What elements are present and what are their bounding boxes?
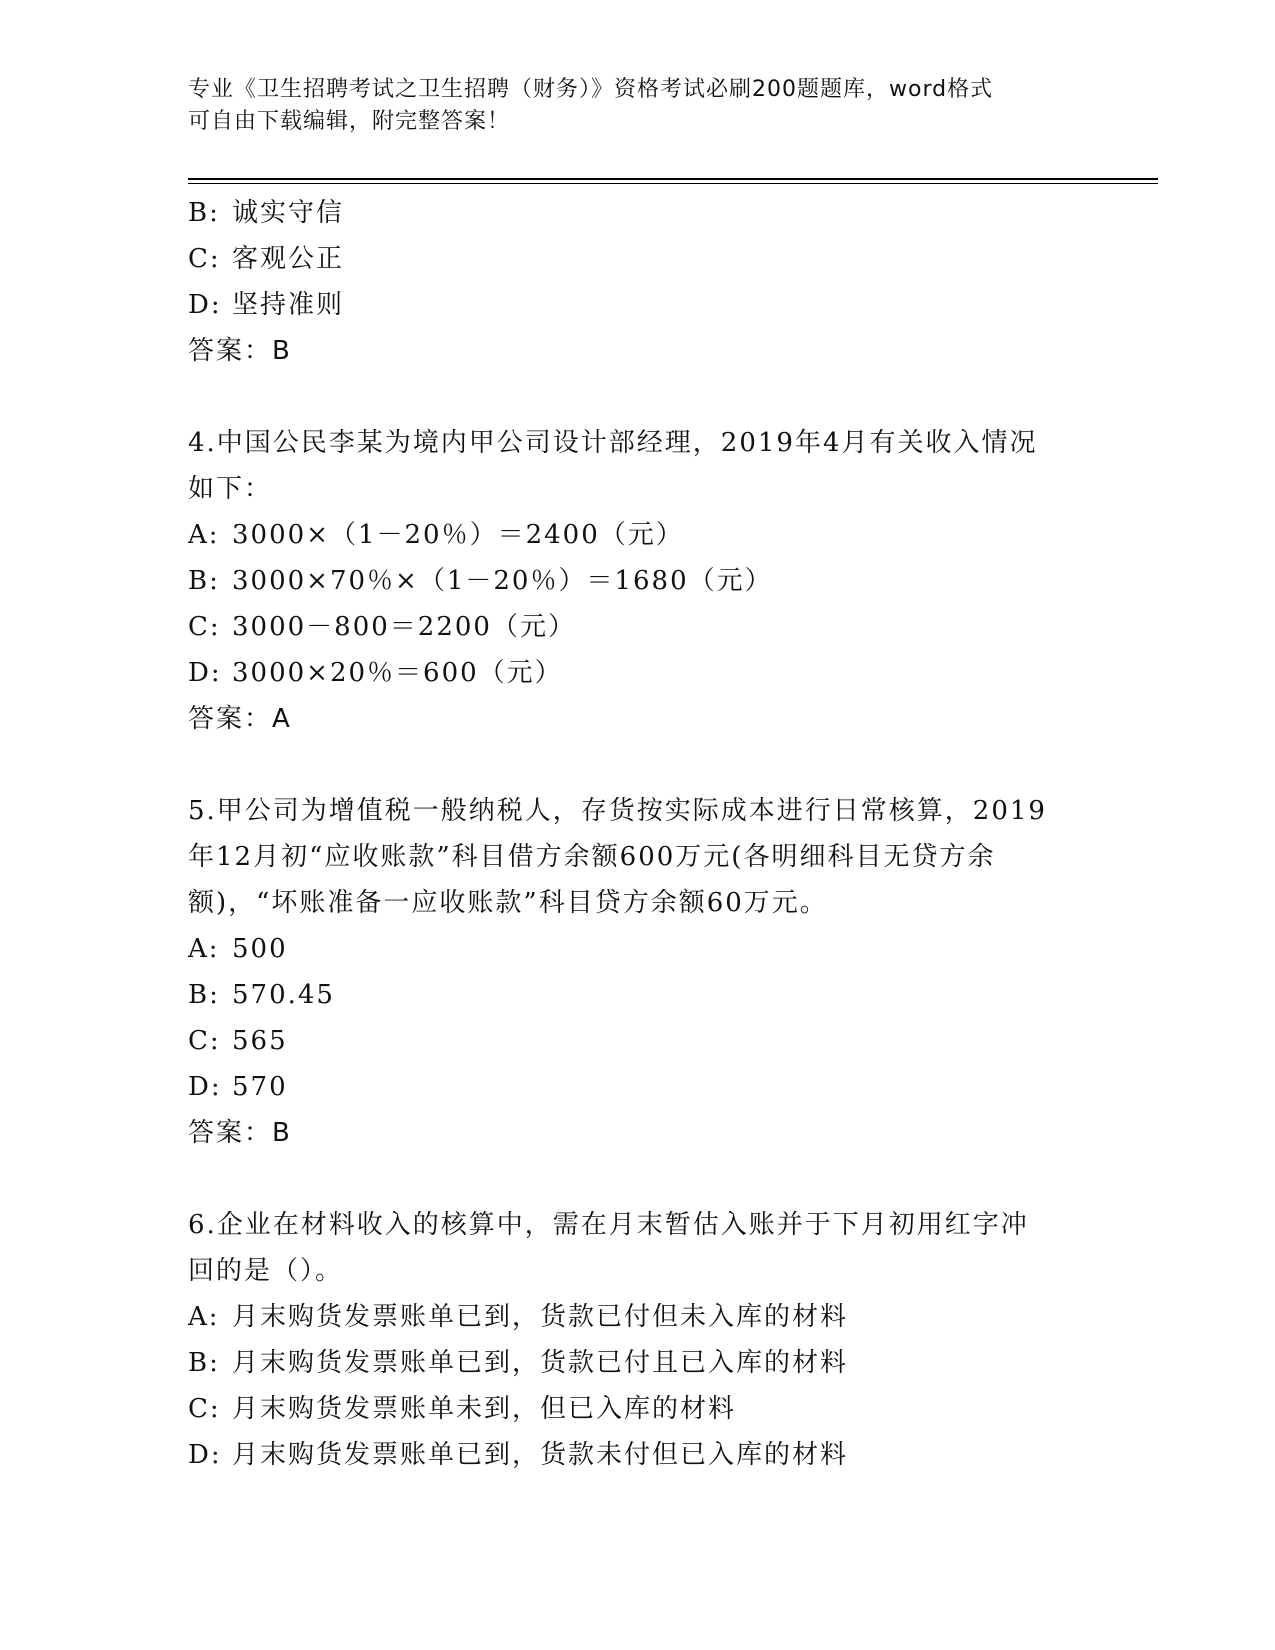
option-b <box>188 1340 1088 1386</box>
option-text: 565 <box>232 1026 288 1056</box>
option-b <box>188 558 1088 604</box>
option-key: D: <box>188 290 222 320</box>
option-key: B: <box>188 1348 220 1378</box>
option-text: 坚持准则 <box>232 290 345 320</box>
option-key: C: <box>188 1394 221 1424</box>
question-5 <box>188 788 1088 1156</box>
option-text: 月末购货发票账单已到，货款未付但已入库的材料 <box>232 1440 849 1470</box>
option-key: C: <box>188 244 221 274</box>
option-text: 3000－800＝2200（元） <box>232 612 576 642</box>
option-c <box>188 1386 1088 1432</box>
question-3 <box>188 190 1088 374</box>
option-d <box>188 1064 1088 1110</box>
option-key: C: <box>188 612 221 642</box>
option-key: D: <box>188 658 222 688</box>
answer: 答案：B <box>188 1118 292 1148</box>
header-rule-thick <box>188 178 1158 180</box>
question-stem: 5.甲公司为增值税一般纳税人，存货按实际成本进行日常核算，2019 <box>188 796 1047 826</box>
option-key: B: <box>188 980 220 1010</box>
option-b <box>188 190 1088 236</box>
question-stem: 回的是（）。 <box>188 1256 344 1286</box>
option-text: 3000×70％×（1－20％）＝1680（元） <box>232 566 773 596</box>
option-key: D: <box>188 1440 222 1470</box>
option-d <box>188 282 1088 328</box>
question-list <box>188 190 1088 1478</box>
question-6 <box>188 1202 1088 1478</box>
option-text: 500 <box>232 934 288 964</box>
option-text: 客观公正 <box>232 244 345 274</box>
option-a <box>188 512 1088 558</box>
option-text: 570.45 <box>232 980 335 1010</box>
option-text: 月末购货发票账单已到，货款已付但未入库的材料 <box>232 1302 849 1332</box>
header-rule-thin <box>188 183 1158 184</box>
option-c <box>188 604 1088 650</box>
option-key: A: <box>188 1302 220 1332</box>
option-text: 3000×20％＝600（元） <box>232 658 563 688</box>
option-c <box>188 1018 1088 1064</box>
option-d <box>188 1432 1088 1478</box>
option-key: C: <box>188 1026 221 1056</box>
question-stem: 6.企业在材料收入的核算中，需在月末暂估入账并于下月初用红字冲 <box>188 1210 1029 1240</box>
question-stem: 如下： <box>188 474 273 504</box>
question-stem: 额)，“坏账准备一应收账款”科目贷方余额60万元。 <box>188 888 828 918</box>
question-stem: 4.中国公民李某为境内甲公司设计部经理，2019年4月有关收入情况 <box>188 428 1038 458</box>
option-key: A: <box>188 520 220 550</box>
header-line-2: 可自由下载编辑，附完整答案！ <box>188 109 511 134</box>
answer: 答案：A <box>188 704 292 734</box>
option-key: B: <box>188 198 220 228</box>
option-key: B: <box>188 566 220 596</box>
document-header <box>188 74 1068 138</box>
question-stem: 年12月初“应收账款”科目借方余额600万元(各明细科目无贷方余 <box>188 842 996 872</box>
answer: 答案：B <box>188 336 292 366</box>
option-a <box>188 926 1088 972</box>
option-text: 3000×（1－20％）＝2400（元） <box>232 520 684 550</box>
option-text: 诚实守信 <box>232 198 345 228</box>
option-c <box>188 236 1088 282</box>
option-key: A: <box>188 934 220 964</box>
header-line-1: 专业《卫生招聘考试之卫生招聘（财务）》资格考试必刷200题题库，word格式 <box>188 77 994 102</box>
option-key: D: <box>188 1072 222 1102</box>
option-d <box>188 650 1088 696</box>
option-b <box>188 972 1088 1018</box>
option-a <box>188 1294 1088 1340</box>
option-text: 月末购货发票账单已到，货款已付且已入库的材料 <box>232 1348 849 1378</box>
option-text: 月末购货发票账单未到，但已入库的材料 <box>232 1394 737 1424</box>
option-text: 570 <box>232 1072 288 1102</box>
question-4 <box>188 420 1088 742</box>
